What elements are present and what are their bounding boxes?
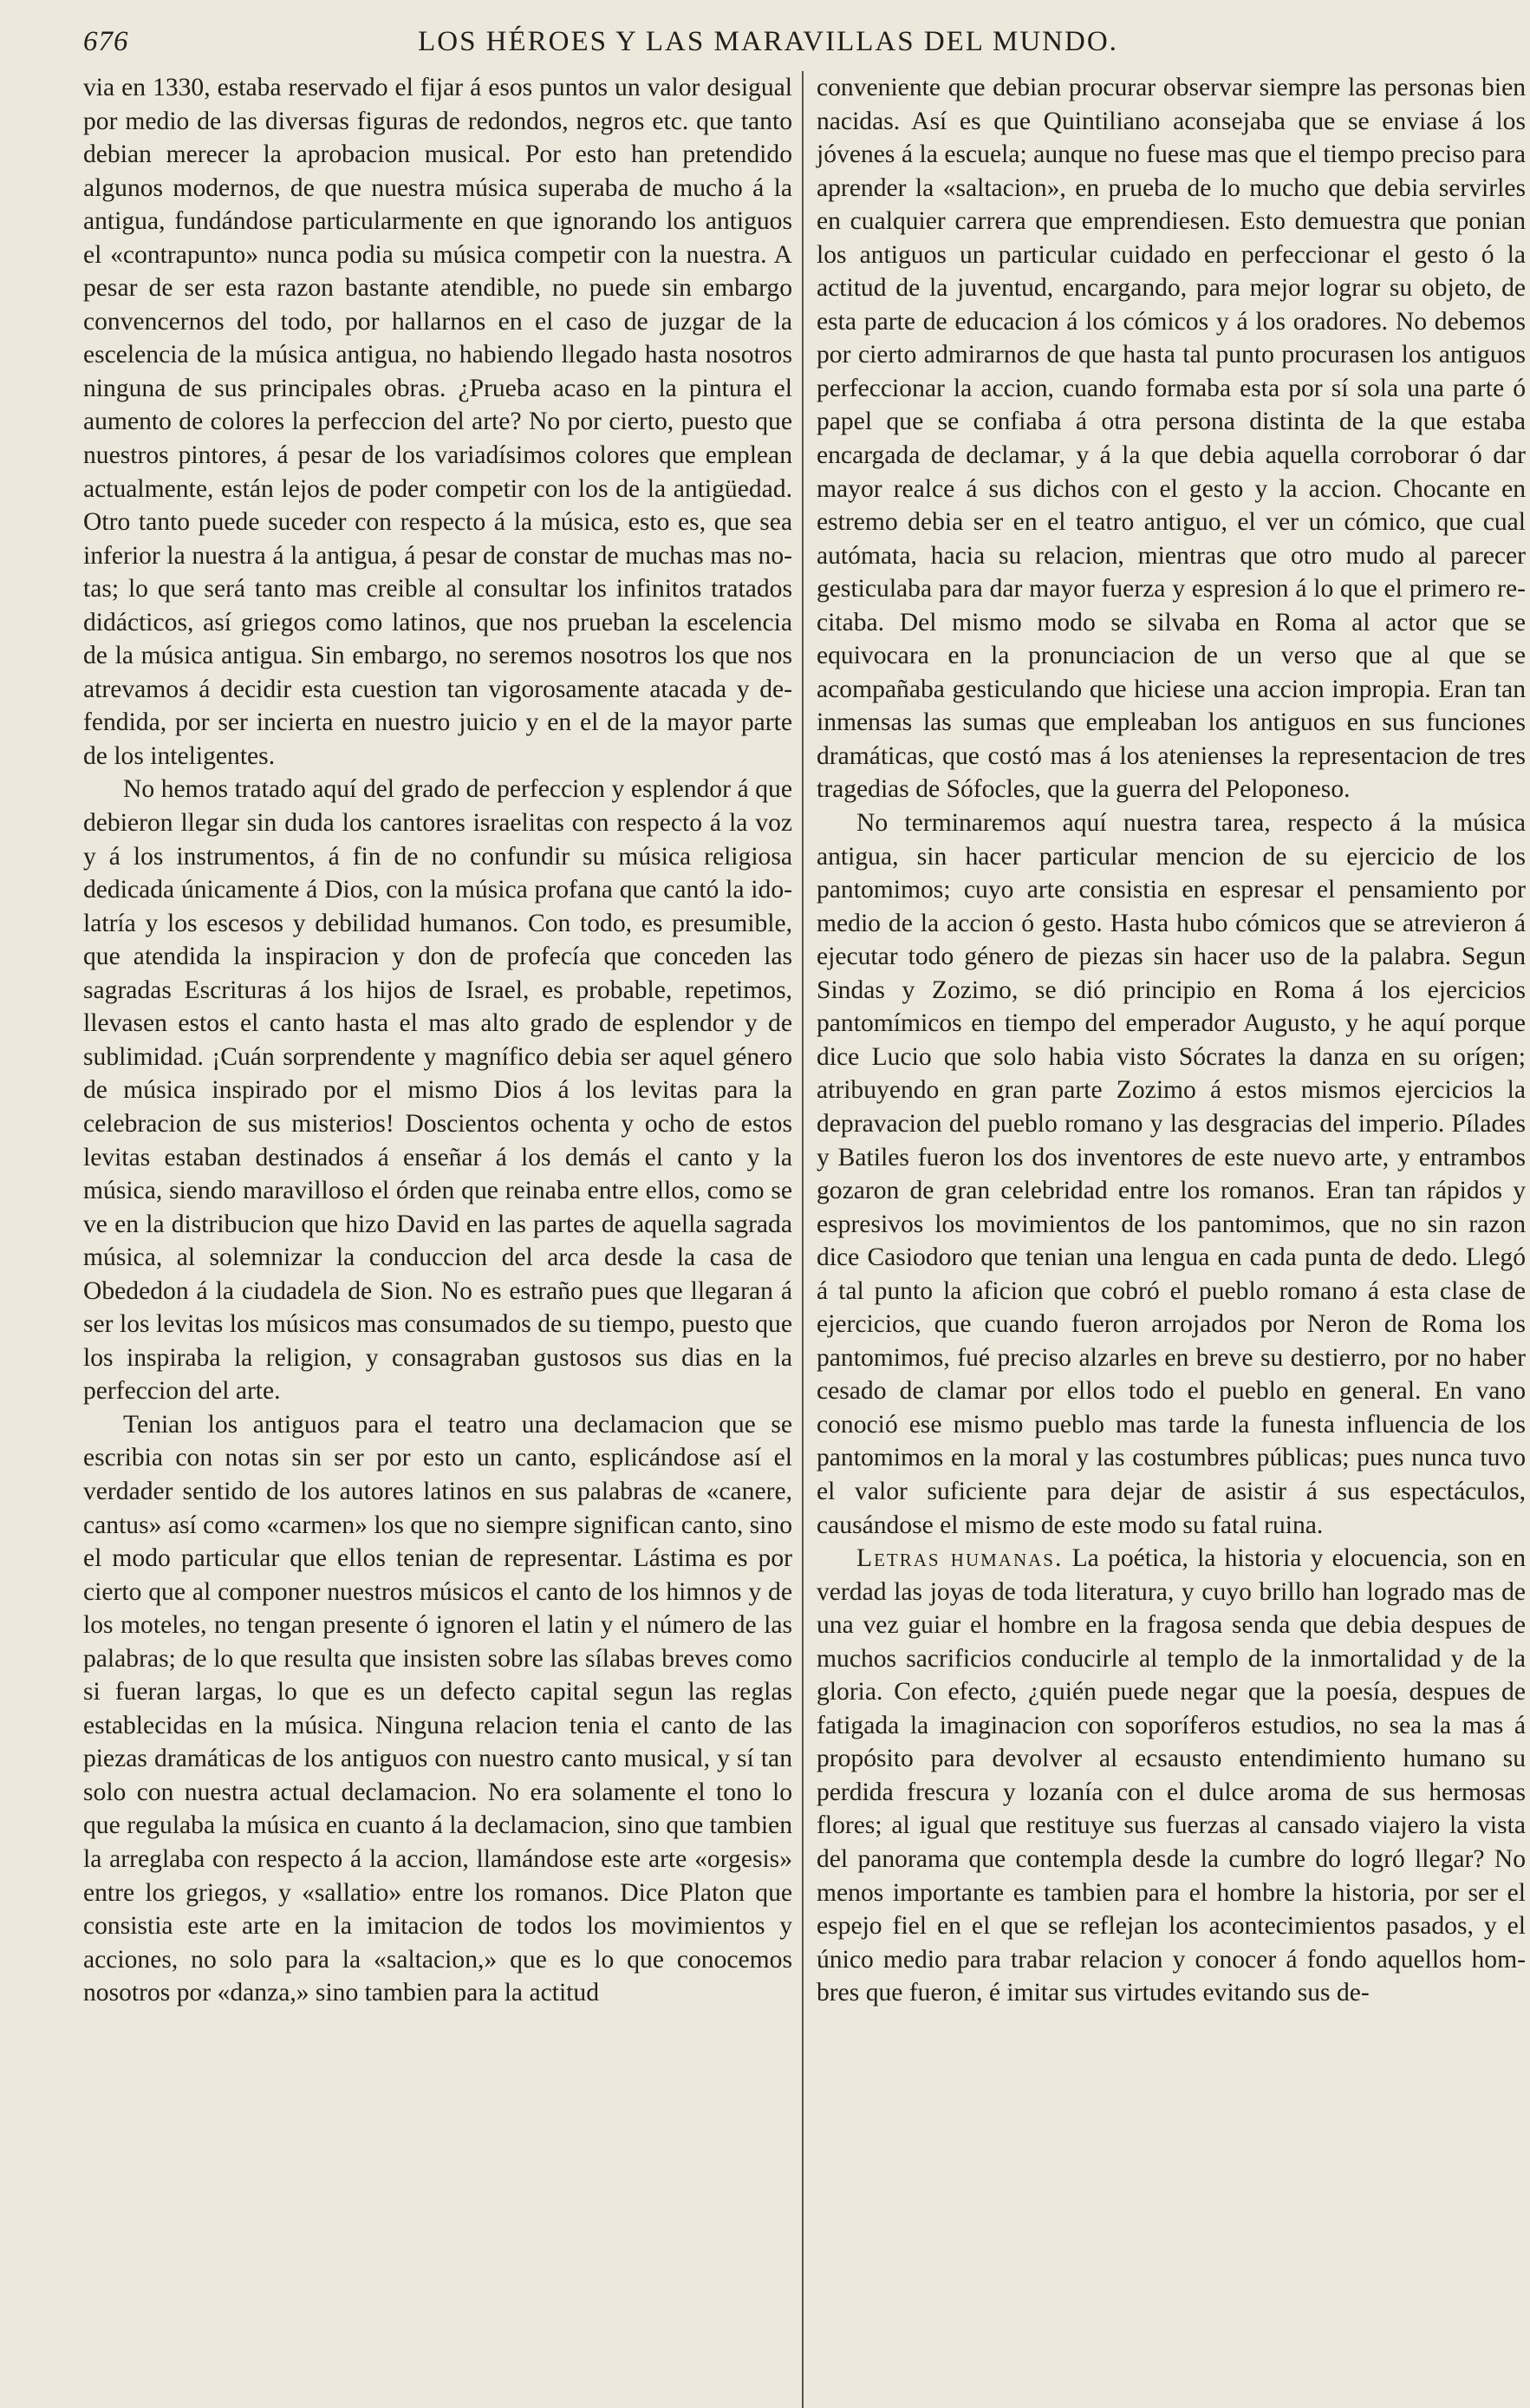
paragraph-saltacion: conveniente que debian procurar observar siempre las personas bien nacidas. Así es que Quintiliano aconsejaba que se enviase á los jóvenes á la escuela; aunque no fuese mas que el tiempo preciso para aprender la «saltacion», en prueba de lo mucho que debia servirles en cualquier carrera que emprendiesen. Esto demuestra que ponian los antiguos un particular cuidado en perfeccionar el gesto ó la actitud de la juventud, encargando, para mejor lograr su objeto, de esta parte de educacion á los cómicos y á los oradores. No debemos por cierto admirarnos de que hasta tal punto procurasen los antiguos perfeccionar la accion, cuando formaba esta por sí sola una parte ó papel que se confiaba á otra persona distinta de la que estaba encargada de declamar, y á la que debia aquella corroborar ó dar mayor realce á sus dichos con el gesto y la accion. Chocante en estremo debia ser en el teatro antiguo, el ver un cómico, que cual autómata, hacia su relacion, mientras que otro mudo al parecer gesticulaba para dar mayor fuerza y espresion á lo que el primero recitaba. Del mismo modo se silvaba en Roma al actor que se equivocara en la pronunciacion de un verso que al que se acompañaba gesticulando que hiciese una accion impropia. Eran tan inmensas las sumas que empleaban los antiguos en sus funciones dramáticas, que costó mas á los atenienses la representacion de tres tragedias de Sófocles, que la guerra del Peloponeso. (817, 74, 1526, 804)
running-title: LOS HÉROES Y LAS MARAVILLAS DEL MUNDO. (418, 26, 1118, 57)
page-number: 676 (83, 26, 129, 57)
section-heading-letras-humanas: Letras humanas. (856, 1544, 1064, 1573)
left-column (83, 71, 792, 2010)
paragraph-cantores-israelitas: No hemos tratado aquí del grado de perfeccion y esplendor á que debieron llegar sin duda los cantores israelitas con respecto á la voz y á los instrumentos, á fin de no confundir su música religiosa dedicada únicamente á Dios, con la música profana que cantó la idolatría y los escesos y debilidad humanos. Con todo, es presumible, que atendida la inspiracion y don de profecía que conceden las sagradas Escrituras á los hijos de Israel, es probable, repetimos, llevasen estos el canto hasta el mas alto grado de esplendor y de sublimidad. ¡Cuán sorprendente y magnífico debia ser aquel género de música inspirado por el mismo Dios á los levitas para la celebracion de sus misterios! Doscientos ochenta y ocho de estos levitas estaban destinados á enseñar á los demás el canto y la música, siendo maravilloso el órden que reinaba entre ellos, como se ve en la distribucion que hizo David en las partes de aquella sagrada música, al solemnizar la conduccion del arca desde la casa de Obededon á la ciudadela de Sion. No es estraño pues que llegaran á ser los levitas los músicos mas consumados de su tiempo, puesto que los inspiraba la religion, y consagraban gustosos sus dias en la perfeccion del arte. (83, 775, 792, 1406)
paragraph-declamacion: Tenian los antiguos para el teatro una declamacion que se escribia con notas sin ser por esto un canto, esplicándose así el verdader sentido de los autores latinos en sus palabras de «canere, cantus» así como «carmen» los que no siempre significan canto, sino el modo particular que ellos tenian de representar. Lástima es por cierto que al componer nuestros músicos el canto de los himnos y de los moteles, no tengan presente ó ignoren el latin y el número de las palabras; de lo que resulta que insisten sobre las sílabas breves como si fueran largas, lo que es un defecto capital segun las reglas establecidas en la música. Ninguna relacion tenia el canto de las piezas dramáticas de los antiguos con nuestro canto musical, y sí tan solo con nuestra actual declamacion. No era solamente el tono lo que regulaba la música en cuanto á la declamacion, sino que tambien la arreglaba con respecto á la accion, llamándose este arte «orgesis» entre los griegos, y «sallatio» entre los romanos. Dice Platon que consistia este arte en la imitacion de todos los movimientos y acciones, no solo para la «saltacion,» que es lo que conocemos nosotros por «danza,» sino tambien para la actitud (83, 1410, 792, 2007)
right-column (817, 71, 1526, 2010)
paragraph-musica-antigua: via en 1330, estaba reservado el fijar á esos puntos un valor desigual por medio de las diversas figuras de redondos, negros etc. que tanto debian merecer la aprobacion musical. Por esto han pretendido algunos modernos, de que nuestra música superaba de mucho á la antigua, fundándose particularmente en que ignorando los antiguos el «contrapunto» nunca podia su música competir con la nuestra. A pesar de ser esta razon bastante atendible, no puede sin embargo convencernos del todo, por hallarnos en el caso de juzgar de la escelencia de la música antigua, no habiendo llegado hasta nosotros ninguna de sus principales obras. ¿Prueba acaso en la pintura el aumento de colores la perfeccion del arte? No por cierto, puesto que nuestros pintores, á pesar de los variadísimos colores que emplean actualmente, están lejos de poder competir con los de la antigüedad. Otro tanto puede suceder con respecto á la música, esto es, que sea inferior la nuestra á la antigua, á pesar de constar de muchas mas notas; lo que será tanto mas creible al consultar los infinitos tratados didácticos, así griegos como latinos, que nos prueban la escelencia de la música antigua. Sin embargo, no seremos nosotros los que nos atrevamos á decidir esta cuestion tan vigorosamente atacada y defendida, por ser incierta en nuestro juicio y en el de la mayor parte de los inteligentes. (83, 74, 792, 770)
page-header (83, 26, 1453, 69)
letras-humanas-text: La poética, la historia y elocuencia, son en verdad las joyas de toda literatura, y cuyo brillo han logrado mas de una vez guiar el hombre en la fragosa senda que debia despues de muchos sacrificios conducirle al templo de la inmortalidad y de la gloria. Con efecto, ¿quién puede negar que la poesía, despues de fatigada la imaginacion con soporíferos estudios, no sea la mas á propósito para devolver al ecsausto entendimiento humano su perdida frescura y lozanía con el dulce aroma de sus hermosas flores; al igual que restituye sus fuerzas al cansado viajero la vista del panorama que contempla desde la cumbre do logró llegar? No menos importante es tambien para el hombre la historia, por ser el espejo fiel en el que se reflejan los acontecimientos pasados, y el único medio para trabar relacion y conocer á fondo aquellos hombres que fueron, é imitar sus virtudes evitando sus de- (817, 1544, 1526, 2007)
paragraph-letras-humanas (817, 1542, 1526, 2010)
column-divider (802, 71, 804, 2408)
paragraph-pantomimos: No terminaremos aquí nuestra tarea, respecto á la música antigua, sin hacer particular mencion de su ejercicio de los pantomimos; cuyo arte consistia en espresar el pensamiento por medio de la accion ó gesto. Hasta hubo cómicos que se atrevieron á ejecutar todo género de piezas sin hacer uso de la palabra. Segun Sindas y Zozimo, se dió principio en Roma á los ejercicios pantomímicos en tiempo del emperador Augusto, y he aquí porque dice Lucio que solo habia visto Sócrates la danza en su orígen; atribuyendo en gran parte Zozimo á estos mismos ejercicios la depravacion del pueblo romano y las desgracias del imperio. Pílades y Batiles fueron los dos inventores de este nuevo arte, y entrambos gozaron de gran celebridad entre los romanos. Eran tan rápidos y espresivos los movimientos de los pantomimos, que no sin razon dice Casiodoro que tenian una lengua en cada punta de dedo. Llegó á tal punto la aficion que cobró el pueblo romano á esta clase de ejercicios, que cuando fueron arrojados por Neron de Roma los pantomimos, fué preciso alzarles en breve su destierro, por no haber cesado de clamar por ellos todo el pueblo en general. En vano conoció ese mismo pueblo mas tarde la funesta influencia de los pantomimos en la moral y las costumbres públicas; pues nunca tuvo el valor suficiente para dejar de asistir á sus espectáculos, causándose el mismo de este modo su fatal ruina. (817, 809, 1526, 1539)
